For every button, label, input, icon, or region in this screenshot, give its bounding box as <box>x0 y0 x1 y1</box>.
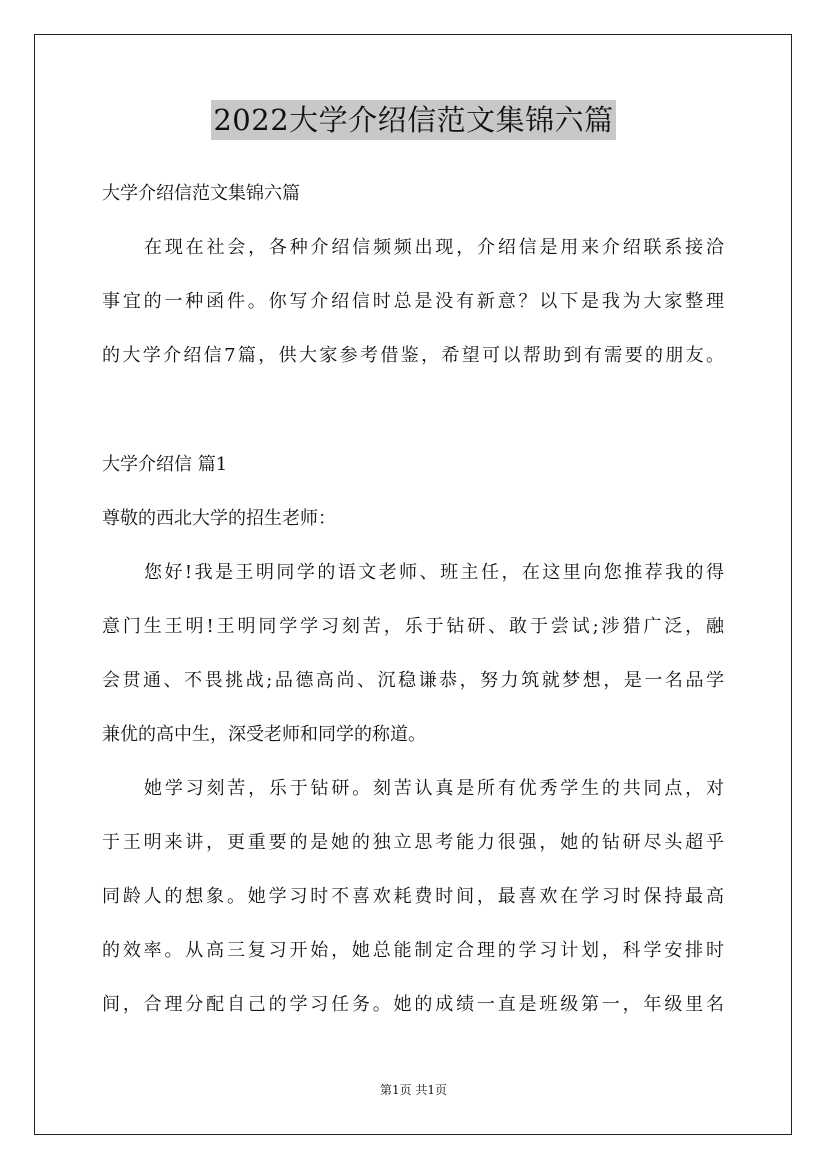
page-number-footer: 第1页 共1页 <box>379 1083 448 1097</box>
paragraph-line: 的效率。从高三复习开始，她总能制定合理的学习计划，科学安排时 <box>102 940 724 961</box>
document-title: 2022大学介绍信范文集锦六篇 <box>211 100 615 140</box>
salutation: 尊敬的西北大学的招生老师： <box>102 508 336 529</box>
paragraph-line: 您好!我是王明同学的语文老师、班主任，在这里向您推荐我的得 <box>144 562 724 583</box>
paragraph-line: 于王明来讲，更重要的是她的独立思考能力很强，她的钻研尽头超乎 <box>102 832 724 853</box>
intro-line: 的大学介绍信7篇，供大家参考借鉴，希望可以帮助到有需要的朋友。 <box>102 345 724 366</box>
paragraph-line: 她学习刻苦，乐于钻研。刻苦认真是所有优秀学生的共同点，对 <box>144 778 724 799</box>
paragraph-line: 意门生王明!王明同学学习刻苦，乐于钻研、敢于尝试;涉猎广泛，融 <box>102 616 724 637</box>
paragraph-line: 同龄人的想象。她学习时不喜欢耗费时间，最喜欢在学习时保持最高 <box>102 886 724 907</box>
paragraph-line: 间，合理分配自己的学习任务。她的成绩一直是班级第一，年级里名 <box>102 994 724 1015</box>
document-subtitle: 大学介绍信范文集锦六篇 <box>102 183 300 204</box>
paragraph-line: 会贯通、不畏挑战;品德高尚、沉稳谦恭，努力筑就梦想，是一名品学 <box>102 670 724 691</box>
intro-line: 事宜的一种函件。你写介绍信时总是没有新意？以下是我为大家整理 <box>102 291 724 312</box>
section-heading: 大学介绍信 篇1 <box>102 454 228 475</box>
paragraph-line: 兼优的高中生，深受老师和同学的称道。 <box>102 724 426 745</box>
intro-line: 在现在社会，各种介绍信频频出现，介绍信是用来介绍联系接洽 <box>144 237 724 258</box>
title-container <box>0 100 827 140</box>
